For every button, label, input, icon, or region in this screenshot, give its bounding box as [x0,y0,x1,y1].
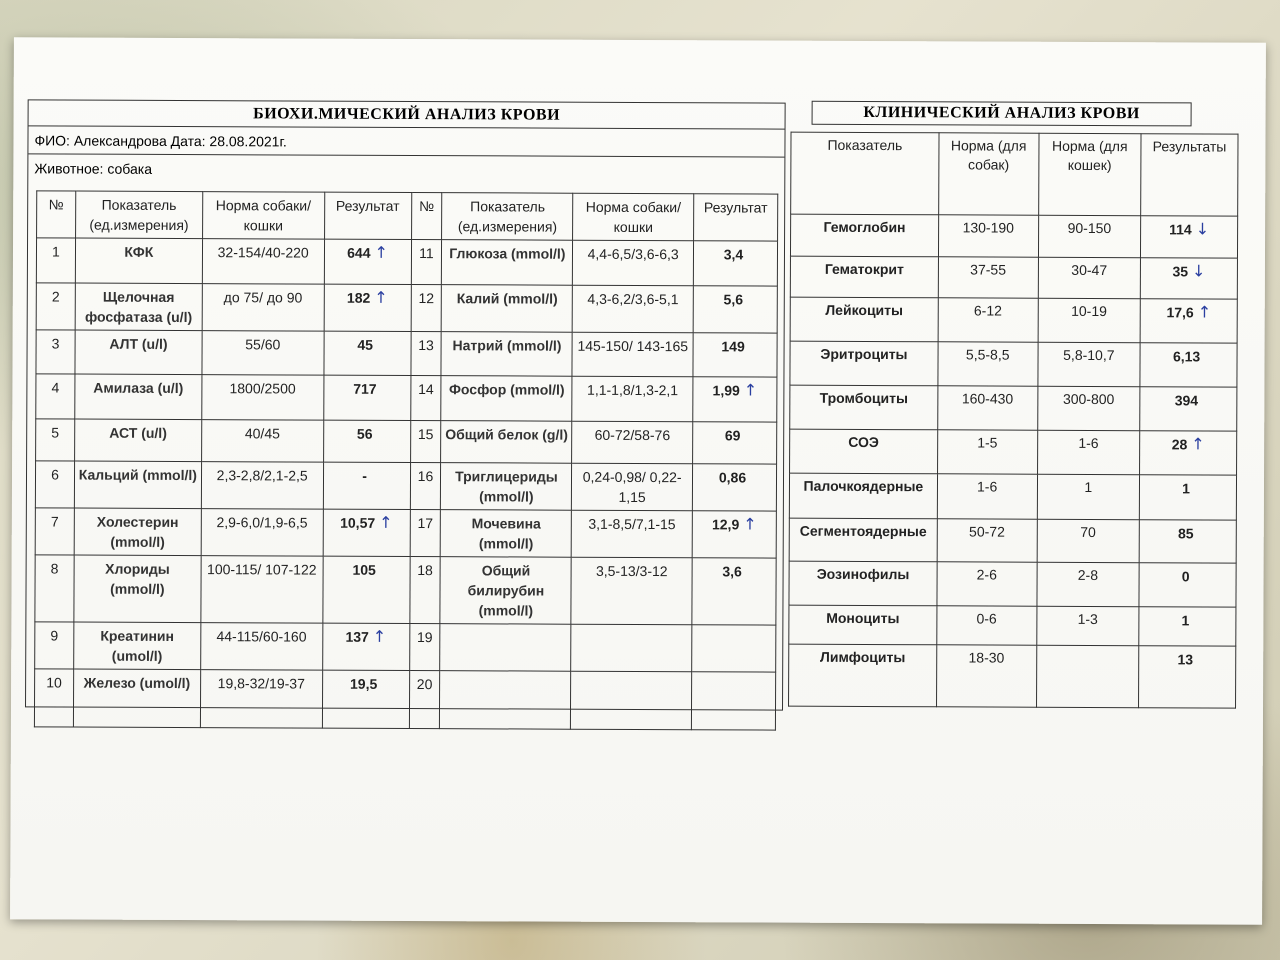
result-value: 28 [1171,436,1188,453]
test-name: Лейкоциты [790,297,938,342]
test-name: Моноциты [789,605,937,645]
dog-norm-value: 130-190 [938,215,1038,257]
cat-norm-value: 5,8-10,7 [1037,342,1140,386]
norm-value: 19,8-32/19-37 [200,670,322,729]
norm-value: 3,5-13/3-12 [571,557,692,625]
result-value: - [362,467,367,484]
norm-value: 100-115/ 107-122 [201,556,323,624]
test-name: АЛТ (u/l) [75,330,202,375]
clinical-header-row [791,132,1238,216]
table-row [789,644,1236,708]
norm-value: 4,3-6,2/3,6-5,1 [572,285,693,333]
result-cell [324,331,411,375]
test-name: СОЭ [790,429,938,474]
row-number: 16 [410,463,441,510]
norm-value: 40/45 [201,420,323,463]
table-row [35,622,776,672]
result-cell [691,672,775,730]
norm-value [571,671,692,730]
norm-value [571,624,692,672]
result-cell [1140,299,1237,343]
handwritten-arrow-icon: ↑ [379,512,393,532]
table-row [35,508,776,558]
row-number: 18 [409,557,440,624]
cat-norm-value: 300-800 [1037,386,1140,430]
dog-norm-value: 37-55 [938,257,1038,298]
header-result: Результаты [1141,134,1238,216]
table-row [790,214,1237,258]
result-value: 17,6 [1166,304,1194,321]
test-name: Калий (mmol/l) [442,285,573,333]
result-value: 0 [1181,568,1190,585]
dog-norm-value: 160-430 [938,386,1038,430]
table-row [790,256,1237,299]
test-name: Палочкоядерные [789,473,937,519]
norm-value: 2,9-6,0/1,9-6,5 [201,509,323,557]
result-value: 182 [346,289,371,306]
dog-norm-value: 0-6 [937,606,1037,645]
test-name: Общий белок (g/l) [441,421,572,464]
result-value: 35 [1172,263,1189,280]
row-number: 13 [410,332,441,376]
table-row [790,341,1237,387]
header-name: Показатель (ед.измерения) [442,193,573,241]
dog-norm-value: 18-30 [936,645,1036,707]
animal-line: Животное: собака [34,160,153,177]
test-name [440,671,571,730]
result-cell [1139,563,1236,607]
biochem-table [34,190,778,730]
result-cell [322,623,409,670]
test-name: Фосфор (mmol/l) [441,376,572,422]
clinical-title: КЛИНИЧЕСКИЙ АНАЛИЗ КРОВИ [812,101,1192,127]
result-cell [1140,387,1237,431]
norm-value: 2,3-2,8/2,1-2,5 [201,462,323,510]
header-norm: Норма собаки/кошки [573,193,694,241]
row-number: 19 [409,624,440,671]
norm-value: 1,1-1,8/1,3-2,1 [572,376,693,422]
test-name: КФК [75,238,202,284]
cat-norm-value: 10-19 [1038,298,1141,342]
dog-norm-value: 6-12 [938,298,1038,342]
test-name [440,624,571,672]
dog-norm-value: 50-72 [937,519,1037,562]
handwritten-arrow-icon: ↑ [1197,302,1212,322]
test-name: Железо (umol/l) [73,669,200,728]
test-name: Холестерин (mmol/l) [74,508,201,556]
result-cell [693,377,777,422]
row-number: 2 [36,283,75,330]
handwritten-arrow-icon: ↑ [374,287,388,307]
row-number: 11 [411,240,442,285]
handwritten-arrow-icon: ↑ [743,380,758,400]
table-row [36,330,777,377]
header-norm: Норма собаки/кошки [202,192,324,240]
result-value: 19,5 [349,675,378,692]
table-row [36,283,777,333]
norm-value: 44-115/60-160 [200,623,322,671]
biochem-panel [25,99,786,710]
cat-norm-value: 2-8 [1036,562,1139,606]
table-row [790,297,1237,343]
dog-norm-value: 5,5-8,5 [938,342,1038,386]
result-value: 149 [721,338,745,355]
paper-sheet [10,37,1266,924]
table-row [36,238,777,286]
norm-value: 3,1-8,5/7,1-15 [572,510,693,558]
row-number: 7 [35,508,74,555]
result-value: 644 [347,244,371,261]
result-value: 114 [1169,221,1192,238]
result-value: 105 [352,561,376,578]
result-value: 717 [353,380,377,397]
row-number: 1 [36,238,75,283]
table-row [790,385,1237,431]
result-value: 13 [1177,651,1194,668]
row-number: 3 [36,330,75,374]
cat-norm-value: 1-6 [1037,430,1140,474]
dog-norm-value: 1-5 [937,430,1037,474]
patient-line: ФИО: Александрова Дата: 28.08.2021г. [28,126,784,157]
table-row [789,473,1236,520]
clinical-table [788,132,1239,709]
norm-value: 0,24-0,98/ 0,22-1,15 [572,463,693,511]
handwritten-arrow-icon: ↑ [372,626,387,646]
result-value: 394 [1174,392,1199,409]
result-value: 1,99 [712,382,740,399]
result-cell [1139,607,1236,646]
header-name: Показатель [791,132,939,215]
result-cell [1139,520,1236,563]
header-result: Результат [324,192,411,239]
result-value: 3,4 [723,246,744,263]
test-name: Натрий (mmol/l) [441,332,572,377]
result-value: 6,13 [1172,348,1201,365]
cat-norm-value: 1-3 [1036,606,1139,645]
result-cell [1139,475,1236,520]
test-name: Кальций (mmol/l) [74,461,201,509]
test-name: Амилаза (u/l) [75,374,202,420]
header-dog-norm: Норма (для собак) [939,133,1039,215]
row-number: 12 [411,285,442,332]
norm-value: 145-150/ 143-165 [572,332,693,377]
handwritten-arrow-icon: ↑ [1191,434,1205,454]
row-number: 4 [36,374,75,419]
result-cell [322,556,409,623]
result-value: 1 [1181,612,1190,629]
result-cell [323,462,410,509]
result-value: 3,6 [722,563,742,580]
result-value: 45 [357,336,373,353]
cat-norm-value [1036,645,1139,707]
header-result: Результат [694,194,778,241]
cat-norm-value: 1 [1037,474,1140,519]
test-name: Хлориды (mmol/l) [74,555,201,623]
test-name: Лимфоциты [789,644,937,707]
row-number: 10 [34,669,73,727]
result-cell [693,422,777,464]
result-cell [692,625,776,672]
header-num: № [37,191,76,238]
norm-value: 60-72/58-76 [572,421,693,464]
test-name: Гематокрит [790,256,938,298]
handwritten-arrow-icon: ↓ [1195,219,1210,239]
test-name: Эритроциты [790,341,938,386]
table-row [35,555,776,625]
result-cell [1141,216,1238,258]
result-value: 85 [1178,525,1194,542]
test-name: Щелочная фосфатаза (u/l) [75,283,202,331]
test-name: Эозинофилы [789,561,937,606]
row-number: 14 [410,376,441,421]
test-name: Гемоглобин [790,214,938,257]
result-value: 69 [724,427,741,444]
table-row [36,374,777,422]
result-value: 137 [345,628,369,645]
result-cell [1140,431,1237,475]
handwritten-arrow-icon: ↓ [1192,261,1206,281]
test-name: Мочевина (mmol/l) [441,510,572,558]
result-cell [1140,258,1237,299]
norm-value: 32-154/40-220 [202,239,324,285]
row-number: 6 [35,461,74,508]
result-cell [693,286,777,333]
result-value: 5,6 [723,291,744,308]
result-cell [324,239,411,284]
table-row [34,669,775,730]
test-name: Триглицериды (mmol/l) [441,463,572,511]
table-row [789,605,1236,646]
result-cell [1140,343,1237,387]
norm-value: 55/60 [202,331,324,376]
result-cell [693,241,777,286]
cat-norm-value: 30-47 [1038,257,1141,298]
row-number: 17 [410,510,441,557]
biochem-title: БИОХИ.МИЧЕСКИЙ АНАЛИЗ КРОВИ [29,100,785,129]
handwritten-arrow-icon: ↑ [374,242,388,262]
table-row [790,429,1237,475]
row-number: 9 [35,622,74,669]
test-name: АСТ (u/l) [75,419,202,462]
result-cell [322,670,409,728]
result-cell [692,511,776,558]
table-row [36,419,777,464]
result-cell [323,420,410,462]
cat-norm-value: 90-150 [1038,215,1141,257]
row-number: 20 [409,671,440,729]
norm-value: 4,4-6,5/3,6-6,3 [573,240,694,286]
norm-value: 1800/2500 [202,375,324,421]
handwritten-arrow-icon: ↑ [743,514,757,534]
row-number: 15 [410,421,441,463]
header-name: Показатель (ед.измерения) [75,191,202,239]
result-value: 1 [1182,480,1190,497]
result-cell [692,558,776,625]
table-row [789,561,1236,607]
result-value: 0,86 [718,469,747,486]
row-number: 5 [36,419,75,461]
dog-norm-value: 2-6 [937,562,1037,606]
cat-norm-value: 70 [1037,519,1140,562]
table-row [789,518,1236,563]
result-cell [323,509,410,556]
result-value: 10,57 [340,514,376,531]
result-cell [323,375,410,420]
result-cell [692,464,776,511]
test-name: Общий билирубин (mmol/l) [440,557,571,625]
norm-value: до 75/ до 90 [202,284,324,332]
test-name: Тромбоциты [790,385,938,430]
dog-norm-value: 1-6 [937,474,1037,519]
table-row [35,461,776,511]
result-value: 12,9 [711,516,740,533]
result-value: 56 [356,425,373,442]
result-cell [693,333,777,377]
test-name: Креатинин (umol/l) [74,622,201,670]
test-name: Глюкоза (mmol/l) [442,240,573,286]
header-num: № [411,193,442,240]
row-number: 8 [35,555,74,622]
result-cell [324,284,411,331]
header-cat-norm: Норма (для кошек) [1038,133,1141,215]
biochem-header-row [37,191,778,241]
result-cell [1139,646,1236,708]
test-name: Сегментоядерные [789,518,937,562]
